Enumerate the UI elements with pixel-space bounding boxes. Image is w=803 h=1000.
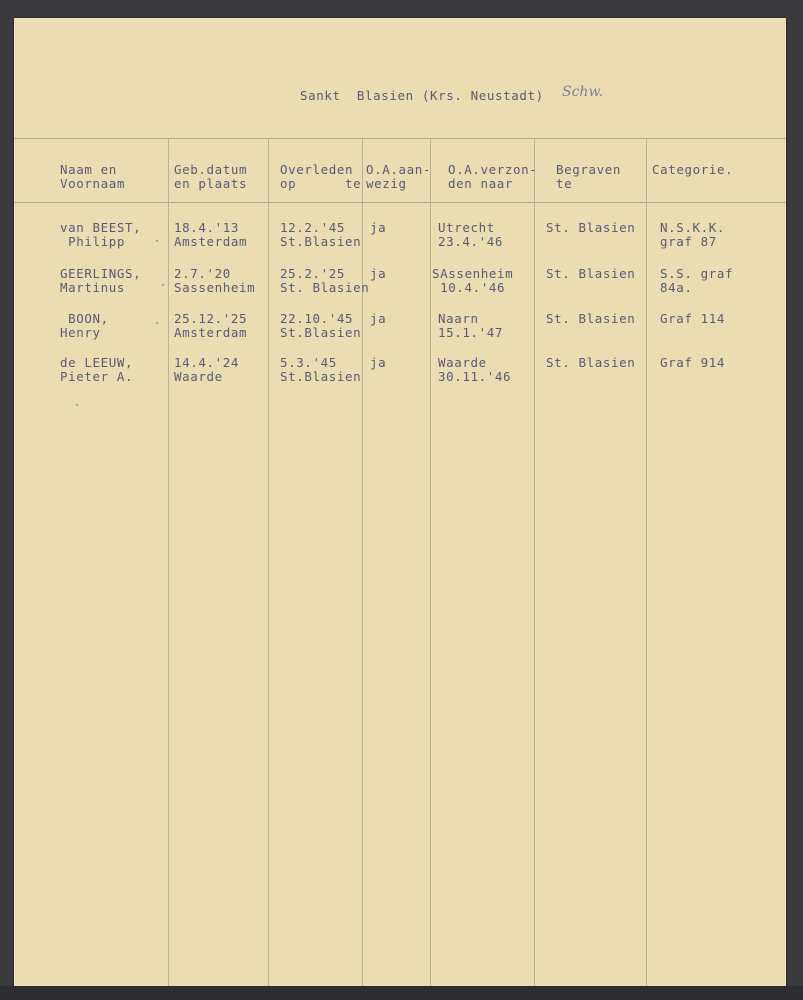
cell-categorie: S.S. graf 84a. — [660, 266, 734, 295]
page-title: Sankt Blasien (Krs. Neustadt) — [300, 88, 544, 103]
cell-overleden: 25.2.'25 St. Blasien — [280, 266, 370, 295]
cell-begraven: St. Blasien — [546, 266, 636, 281]
cell-aanwezig: ja — [370, 355, 387, 370]
column-header-aanwezig: O.A.aan- wezig — [366, 162, 432, 191]
cell-naam: GEERLINGS, Martinus — [60, 266, 142, 295]
cell-geb: 25.12.'25 Amsterdam — [174, 311, 248, 340]
column-divider-4 — [430, 138, 431, 986]
ink-speck: · — [74, 400, 81, 411]
column-header-begraven: Begraven te — [556, 162, 622, 191]
column-divider-1 — [168, 138, 169, 986]
cell-begraven: St. Blasien — [546, 355, 636, 370]
cell-verzonden: Utrecht 23.4.'46 — [438, 220, 504, 249]
cell-overleden: 12.2.'45 St.Blasien — [280, 220, 362, 249]
ink-speck: · — [160, 280, 167, 291]
column-divider-6 — [646, 138, 647, 986]
column-header-verzonden: O.A.verzon- den naar — [448, 162, 538, 191]
column-header-categorie: Categorie. — [652, 162, 734, 177]
document-page — [14, 18, 786, 986]
cell-verzonden: SAssenheim 10.4.'46 — [432, 266, 514, 295]
cell-overleden: 5.3.'45 St.Blasien — [280, 355, 362, 384]
ink-speck: · — [154, 236, 161, 247]
column-divider-5 — [534, 138, 535, 986]
cell-geb: 14.4.'24 Waarde — [174, 355, 240, 384]
ink-speck: · — [154, 318, 161, 329]
cell-begraven: St. Blasien — [546, 220, 636, 235]
cell-naam: BOON, Henry — [60, 311, 109, 340]
cell-geb: 2.7.'20 Sassenheim — [174, 266, 256, 295]
cell-naam: de LEEUW, Pieter A. — [60, 355, 134, 384]
cell-overleden: 22.10.'45 St.Blasien — [280, 311, 362, 340]
handwritten-note: Schw. — [562, 84, 604, 100]
cell-verzonden: Naarn 15.1.'47 — [438, 311, 504, 340]
cell-categorie: Graf 114 — [660, 311, 726, 326]
cell-aanwezig: ja — [370, 311, 387, 326]
cell-geb: 18.4.'13 Amsterdam — [174, 220, 248, 249]
header-rule — [14, 202, 786, 203]
column-header-geb: Geb.datum en plaats — [174, 162, 248, 191]
top-rule — [14, 138, 786, 139]
column-header-naam: Naam en Voornaam — [60, 162, 126, 191]
cell-aanwezig: ja — [370, 220, 387, 235]
cell-begraven: St. Blasien — [546, 311, 636, 326]
cell-aanwezig: ja — [370, 266, 387, 281]
column-header-overleden: Overleden op te — [280, 162, 362, 191]
scan-background — [0, 986, 803, 1000]
cell-categorie: Graf 914 — [660, 355, 726, 370]
column-divider-2 — [268, 138, 269, 986]
cell-verzonden: Waarde 30.11.'46 — [438, 355, 512, 384]
cell-categorie: N.S.K.K. graf 87 — [660, 220, 726, 249]
cell-naam: van BEEST, Philipp — [60, 220, 142, 249]
column-divider-3 — [362, 138, 363, 986]
